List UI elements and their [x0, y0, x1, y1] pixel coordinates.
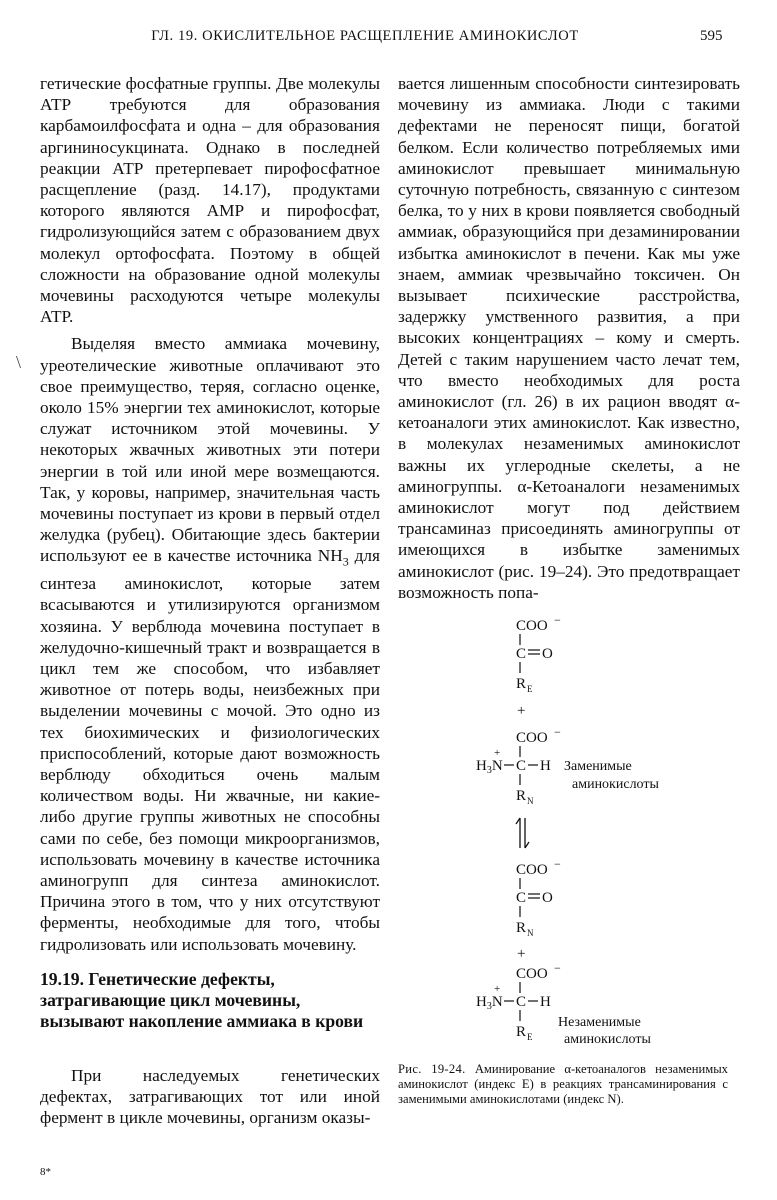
subscript-e: E: [527, 1032, 533, 1042]
charge-minus: −: [554, 613, 561, 627]
keto-analog-replaceable: [516, 857, 561, 938]
amino-acid-essential: [476, 961, 651, 1047]
carboxylate-label: COO: [516, 966, 548, 982]
figure-caption-text: Аминирование α-кетоаналогов незаменимых аминокислот (индекс E) в реакциях трансаминирования с заменимыми аминокислотами (индекс N).: [398, 1062, 728, 1107]
r-group-label: R: [516, 676, 527, 692]
plus-sign: +: [517, 703, 526, 719]
page-number: 595: [700, 28, 723, 44]
margin-mark: \: [16, 352, 22, 372]
hydrogen-label: H: [540, 994, 551, 1010]
charge-minus: −: [554, 725, 561, 739]
section-heading: 19.19. Генетические дефекты, затрагивающие цикл мочевины, вызывают накопление аммиака в крови: [40, 969, 364, 1031]
left-column-bottom: [40, 1065, 380, 1129]
label-amino-acids: аминокислоты: [572, 777, 659, 792]
carboxylate-label: COO: [516, 862, 548, 878]
carboxylate-label: COO: [516, 730, 548, 746]
carboxylate-label: COO: [516, 618, 548, 634]
signature-mark: 8*: [40, 1166, 51, 1178]
plus-sign: +: [517, 946, 526, 962]
paragraph-atp: гетические фосфатные группы. Две молекулы АТР требуются для образования карбамоилфосфата и одна – для образования аргининосукцината. Однако в последней реакции АТР претерпевает пирофосфатное расщепление (разд. 14.17), продуктами которого являются АМР и пирофосфат, гидролизующийся затем с образованием двух молекул ортофосфата. Поэтому в общей сложности на образование одной молекулы мочевины расходуются четыре молекулы АТР.: [40, 74, 380, 327]
keto-analog-essential: [516, 613, 561, 694]
charge-plus: +: [494, 983, 501, 995]
carbon-label: C: [516, 994, 527, 1010]
amino-acid-replaceable: [476, 725, 659, 806]
left-column: [40, 73, 380, 955]
label-essential: Незаменимые: [558, 1015, 641, 1030]
charge-minus: −: [554, 961, 561, 975]
paragraph-urea-energy-text-2: для синтеза аминокислот, которые затем всасываются и утилизируются организмом хозяина. У верблюда мочевина поступает в желудочно-кишечный тракт и возвращается в цикл тем же способом, что избавляет животное от потерь воды, неизбежных при выделении мочевины с мочой. Это одно из тех биохимических и физиологических приспособлений, которые дают возможность верблюду обходиться очень малым количеством воды. Ни жвачные, ни какие-либо другие группы животных не способны сами по себе, без помощи микроорганизмов, использовать мочевину в качестве источника аминогрупп для синтеза аминокислот. Причина этого в том, что у них отсутствуют ферменты, необходимые для того, чтобы гидролизовать или использовать мочевину.: [40, 546, 380, 954]
paragraph-genetic-defects: При наследуемых генетических дефектах, затрагивающих тот или иной фермент в цикле мочевины, организм оказы-: [40, 1066, 380, 1128]
running-header: ГЛ. 19. ОКИСЛИТЕЛЬНОЕ РАСЩЕПЛЕНИЕ АМИНОКИСЛОТ: [151, 28, 579, 44]
ammonium-label: $H_3N$: [476, 758, 503, 776]
subscript-n: N: [527, 796, 534, 806]
transamination-scheme: [450, 608, 710, 1053]
subscript-e: E: [527, 684, 533, 694]
oxygen-label: O: [542, 646, 553, 662]
paragraph-urea-energy-text-1: Выделяя вместо аммиака мочевину, уреотелические животные оплачивают это свое преимущество, теряя, согласно оценке, около 15% энергии тех аминокислот, которые служат источником этой мочевины. У некоторых жвачных животных эти потери энергии в той или иной мере возмещаются. Так, у коровы, например, значительная часть мочевины поступает из крови в первый отдел желудка (рубец). Обитающие здесь бактерии используют ее в качестве источника NH: [40, 334, 380, 566]
charge-plus: +: [494, 747, 501, 759]
subscript-n: N: [527, 928, 534, 938]
carbon-label: C: [516, 890, 527, 906]
r-group-label: R: [516, 788, 527, 804]
ammonium-label: $H_3N$: [476, 994, 503, 1012]
equilibrium-arrows: [516, 818, 529, 848]
right-column: [398, 73, 740, 603]
label-replaceable: Заменимые: [564, 759, 632, 774]
figure-number: Рис. 19-24.: [398, 1062, 466, 1076]
oxygen-label: O: [542, 890, 553, 906]
label-amino-acids: аминокислоты: [564, 1032, 651, 1047]
nh3-subscript: 3: [342, 554, 349, 569]
r-group-label: R: [516, 920, 527, 936]
r-group-label: R: [516, 1024, 527, 1040]
carbon-label: C: [516, 646, 527, 662]
paragraph-ammonia-toxicity: вается лишенным способности синтезировать мочевину из аммиака. Люди с такими дефектами не переносят пищи, богатой белком. Если количество потребляемых ими аминокислот превышает минимальную суточную потребность, связанную с синтезом белка, то у них в крови появляется свободный аммиак, образующийся при дезаминировании избытка аминокислот в печени. Как мы уже знаем, аммиак чрезвычайно токсичен. Он вызывает психические расстройства, задержку умственного развития, а при высоких концентрациях – кому и смерть. Детей с таким нарушением часто лечат тем, что вместо необходимых для роста аминокислот (гл. 26) в их рацион вводят α-кетоаналоги этих аминокислот. Как известно, в молекулах незаменимых аминокислот важны их углеродные скелеты, а не аминогруппы. α-Кетоаналоги незаменимых аминокислот могут под действием трансаминаз присоединять аминогруппы от имеющихся в избытке заменимых аминокислот (рис. 19–24). Это предотвращает возможность попа-: [398, 74, 740, 602]
figure-caption: [398, 1062, 728, 1108]
charge-minus: −: [554, 857, 561, 871]
paragraph-urea-energy: [40, 333, 380, 954]
carbon-label: C: [516, 758, 527, 774]
hydrogen-label: H: [540, 758, 551, 774]
